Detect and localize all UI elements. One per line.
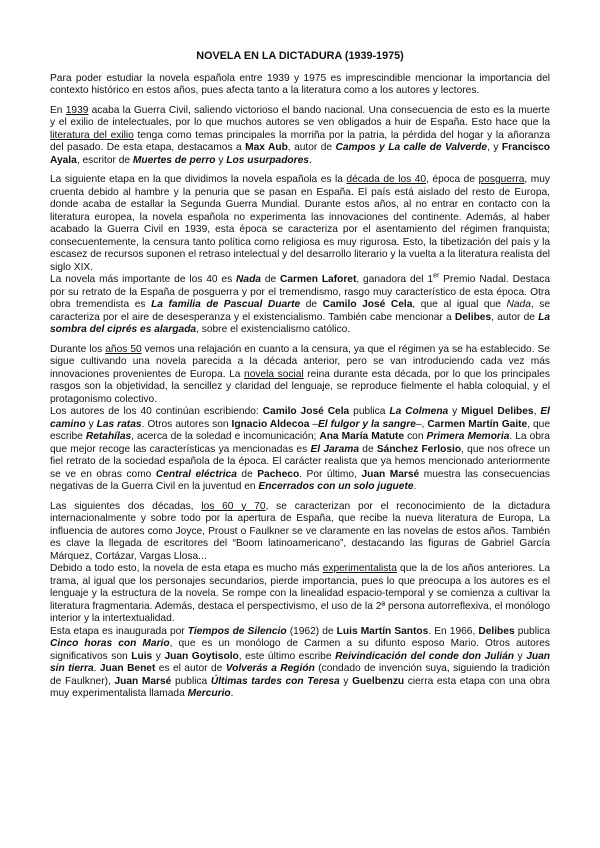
paragraph-experimental bbox=[50, 563, 550, 626]
text: (condado de invención suya, siguiendo la tradición de Faulkner), bbox=[50, 663, 550, 687]
work-title: Reivindicación del conde don Julián bbox=[335, 650, 514, 662]
text: . En 1966, bbox=[428, 625, 479, 637]
work-title: Nada bbox=[236, 274, 261, 285]
work-title: Las ratas bbox=[96, 418, 142, 430]
text: , sobre el existencialismo católico. bbox=[196, 324, 351, 335]
text: , este último escribe bbox=[238, 650, 336, 662]
work-title: Retahílas bbox=[85, 431, 132, 442]
text: y bbox=[215, 154, 227, 166]
text: publica bbox=[349, 406, 390, 417]
text: , autor de bbox=[491, 311, 539, 323]
underlined-term: década de los 40 bbox=[346, 174, 427, 185]
text: cierra esta etapa con una obra muy experimentalista llamada bbox=[50, 675, 550, 699]
work-title: La familia de Pascual Duarte bbox=[151, 299, 301, 310]
text: es el autor de bbox=[155, 663, 226, 674]
work-title: El camino bbox=[50, 406, 550, 430]
page-title: NOVELA EN LA DICTADURA (1939-1975) bbox=[196, 50, 404, 62]
work-title: Encerrados con un solo juguete bbox=[258, 481, 414, 492]
text: , que nos ofrece un fiel retrato de la sociedad española de la época. El carácter realista que ya hemos mencionado anteriormente se ve en obras como bbox=[50, 443, 550, 480]
text: acaba la Guerra Civil, saliendo victorioso el bando nacional. Una consecuencia de esto es la muerte y el exilio de intelectuales, por lo que muchos autores se ven obligados a huir de España. Esto hace que la bbox=[50, 104, 550, 128]
text: de bbox=[260, 274, 281, 285]
paragraph-50s bbox=[50, 344, 550, 407]
text: . Otros autores son bbox=[141, 418, 232, 430]
text: , escritor de bbox=[76, 154, 133, 166]
work-title: La Colmena bbox=[389, 406, 449, 417]
text: de bbox=[300, 299, 323, 310]
paragraph-60s-70s bbox=[50, 501, 550, 564]
text: , ganadora del 1 bbox=[356, 274, 434, 285]
author-name: Pacheco bbox=[257, 468, 300, 480]
author-name: Ignacio Aldecoa bbox=[231, 418, 310, 430]
author-name: Carmen Martín Gaite bbox=[427, 418, 528, 430]
text: Premio Nadal. Destaca por su retrato de la España de posguerra y por el tremendismo, rasgo muy característico de esta época. Otra obra tremendista es bbox=[50, 274, 550, 310]
text: y bbox=[152, 650, 165, 662]
paragraph-40s bbox=[50, 174, 550, 274]
text: , acerca de la soledad e incomunicación; bbox=[131, 431, 320, 442]
text: y bbox=[448, 406, 462, 417]
text: , época de bbox=[426, 174, 479, 185]
text: , y bbox=[487, 142, 502, 153]
author-name: Juan Marsé bbox=[114, 675, 172, 687]
work-title: Campos y La calle de Valverde bbox=[335, 142, 488, 153]
text: En bbox=[50, 104, 66, 116]
author-name: Ana María Matute bbox=[319, 431, 405, 442]
text: . La obra que mejor recoge las características ya mencionadas es bbox=[50, 431, 550, 455]
paragraph-1939 bbox=[50, 105, 550, 168]
work-title: Central eléctrica bbox=[155, 468, 237, 480]
work-title: Nada bbox=[506, 299, 531, 310]
text: Las siguientes dos décadas, bbox=[50, 500, 202, 512]
text: , bbox=[533, 406, 541, 417]
author-name: Juan Goytisolo bbox=[164, 650, 239, 662]
author-name: Camilo José Cela bbox=[322, 299, 413, 310]
author-name: Juan Marsé bbox=[361, 468, 420, 480]
text: publica bbox=[514, 625, 550, 637]
text: muestra las consecuencias negativas de la Guerra Civil en la juventud en bbox=[50, 468, 551, 492]
underlined-term: posguerra bbox=[478, 174, 525, 185]
work-title: Muertes de perro bbox=[132, 154, 216, 166]
text: Durante los bbox=[50, 343, 106, 355]
text: , se caracteriza por el aire de desesperanza y el existencialismo. También cabe mencionar a bbox=[50, 299, 551, 323]
underlined-term: novela social bbox=[244, 368, 304, 380]
paragraph-60s-authors bbox=[50, 626, 550, 701]
author-name: Delibes bbox=[454, 311, 492, 323]
text: que la de los años anteriores. La trama, al igual que los personajes secundarios, pierde importancia, pues lo que preocupa a los autores es el lenguaje y la estructura de la novela. Se rompe con la linealidad espacio-temporal y se comienza a cultivar la literatura fragmentaria. Además, destaca el perspectivismo, el uso de la 2ª persona autorreflexiva, el monólogo interior y la intertextualidad. bbox=[50, 563, 550, 624]
text: de bbox=[236, 468, 258, 480]
text: reina durante esta década, por lo que los principales rasgos son la objetividad, la sencillez y claridad del lenguaje, se reproduce fielmente el habla coloquial, y el protagonismo colectivo. bbox=[50, 368, 550, 405]
text: y bbox=[339, 675, 353, 687]
text: , se caracterizan por el reconocimiento de la dictadura internacionalmente y sobre todo por la apertura de España, que recibe la nueva literatura de Europa, La influencia de autores como Joyce, Proust o Faulkner se ve claramente en las novelas de estos años. También es clave la llegada de escritores del “Boom latinoamericano”, destacando las figuras de Gabriel García Márquez, Cortázar, Vargas Llosa... bbox=[50, 500, 550, 562]
work-title: Cinco horas con Mario bbox=[50, 638, 170, 649]
work-title: El fulgor y la sangre bbox=[318, 418, 416, 430]
work-title: El Jarama bbox=[310, 443, 360, 455]
work-title: Mercurio bbox=[187, 688, 231, 699]
underlined-term: 1939 bbox=[65, 104, 89, 116]
text: , que al igual que bbox=[412, 299, 507, 310]
author-name: Luis bbox=[131, 650, 153, 662]
text: de bbox=[359, 443, 377, 455]
text: –, bbox=[415, 418, 428, 430]
author-name: Guelbenzu bbox=[352, 675, 405, 687]
author-name: Carmen Laforet bbox=[280, 274, 357, 285]
document-page bbox=[50, 50, 550, 701]
text: y bbox=[85, 418, 97, 430]
author-name: Luis Martín Santos bbox=[336, 625, 429, 637]
text: Los autores de los 40 continúan escribiendo: bbox=[50, 406, 263, 417]
work-title: Juan sin tierra bbox=[50, 650, 550, 674]
text: (1962) de bbox=[286, 625, 337, 637]
text: Debido a todo esto, la novela de esta etapa es mucho más bbox=[50, 563, 323, 574]
text: . bbox=[308, 154, 312, 166]
text: . Por último, bbox=[299, 468, 362, 480]
author-name: Delibes bbox=[478, 625, 515, 637]
text: . bbox=[230, 688, 234, 699]
text: , autor de bbox=[287, 142, 336, 153]
text: , que es un monólogo de Carmen a su difunto esposo Mario. Otros autores significativos son bbox=[50, 638, 550, 662]
author-name: Max Aub bbox=[245, 142, 288, 153]
text: , que escribe bbox=[50, 418, 550, 442]
author-name: Miguel Delibes bbox=[461, 406, 534, 417]
text: y bbox=[514, 650, 527, 662]
text: La novela más importante de los 40 es bbox=[50, 274, 237, 285]
work-title: Los usurpadores bbox=[226, 154, 309, 166]
work-title: Últimas tardes con Teresa bbox=[210, 675, 340, 687]
underlined-term: los 60 y 70 bbox=[201, 500, 266, 512]
work-title: La sombra del ciprés es alargada bbox=[50, 311, 550, 335]
work-title: Tiempos de Silencio bbox=[187, 625, 287, 637]
text: La siguiente etapa en la que dividimos la novela española es la bbox=[50, 174, 347, 185]
underlined-term: experimentalista bbox=[322, 563, 397, 574]
text: Esta etapa es inaugurada por bbox=[50, 625, 188, 637]
intro-paragraph bbox=[50, 73, 550, 98]
work-title: Primera Memoria bbox=[426, 431, 510, 442]
text: publica bbox=[171, 675, 211, 687]
underlined-term: años 50 bbox=[105, 343, 142, 355]
author-name: Sánchez Ferlosio bbox=[376, 443, 462, 455]
text: tenga como temas principales la morriña por la patria, la pérdida del hogar y la añoranza del pasado. De esta etapa, destacamos a bbox=[50, 129, 550, 153]
text: – bbox=[309, 418, 318, 430]
author-name: Camilo José Cela bbox=[262, 406, 350, 417]
underlined-term: literatura del exilio bbox=[50, 129, 134, 141]
work-title: Volverás a Región bbox=[225, 663, 315, 674]
paragraph-text: Para poder estudiar la novela española entre 1939 y 1975 es imprescindible mencionar la importancia del contexto histórico en estos años, pues afecta tanto a la literatura como a los autores y lectores. bbox=[50, 72, 550, 96]
text: . bbox=[93, 663, 100, 674]
author-name: Francisco Ayala bbox=[50, 142, 551, 166]
paragraph-40s-novels bbox=[50, 274, 550, 337]
superscript: er bbox=[433, 272, 440, 280]
author-name: Juan Benet bbox=[99, 663, 156, 674]
paragraph-50s-authors bbox=[50, 406, 550, 494]
text: con bbox=[404, 431, 427, 442]
text: vemos una relajación en cuanto a la censura, ya que el régimen ya se ha establecido. Se sigue cultivando una novela parecida a la década anterior, pero se van introduciendo cada vez más innovaciones provenientes de Europa. La bbox=[50, 343, 550, 380]
text: , muy cruenta debido al hambre y la penuria que se pasan en España. El país está aislado del resto de Europa, donde acaba de estallar la Segunda Guerra Mundial. Durante estos años, al no entrar en contacto con la literatura europea, la novela española no experimenta las innovaciones del continente. Además, al haber acabado la Guerra Civil en 1939, esta época se caracteriza por el asentamiento del régimen franquista; consecuentemente, la censura tanto política como religiosa es muy rigurosa. Esto, la tibetización del país y la escasez de recursos suponen el retraso intelectual y del desarrollo literario y la vuelta a la literatura realista del siglo XIX. bbox=[50, 174, 551, 273]
text: . bbox=[413, 481, 417, 492]
